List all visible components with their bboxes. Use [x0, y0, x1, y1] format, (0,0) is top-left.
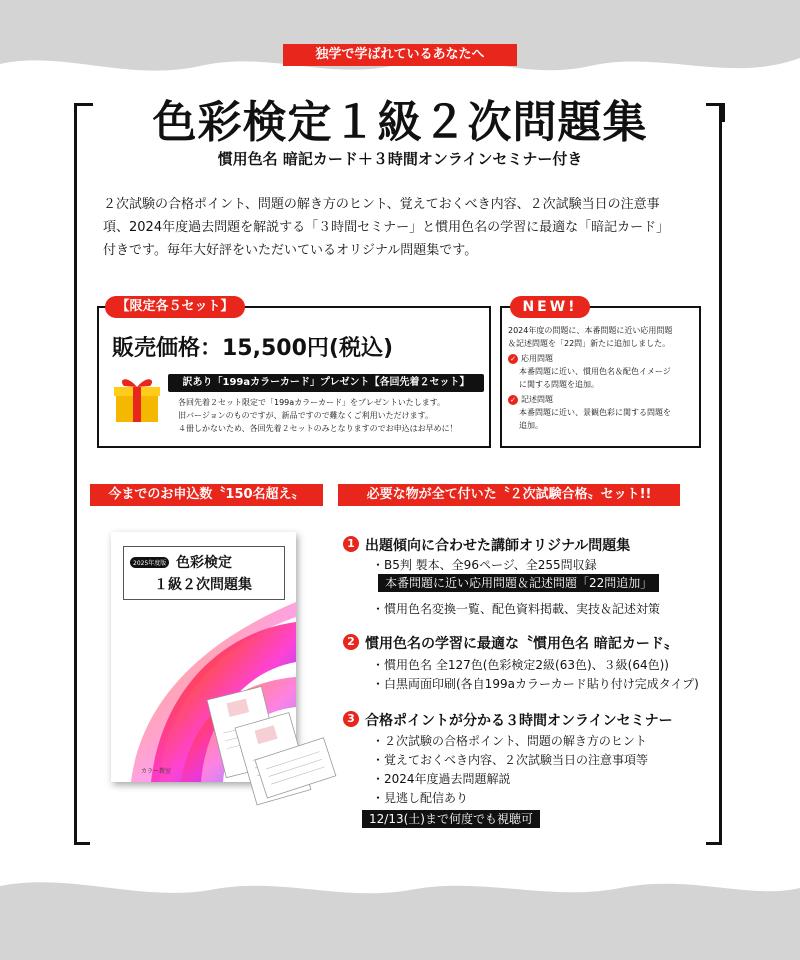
- feature-number-badge: 3: [343, 711, 359, 727]
- new-item-title: [508, 352, 693, 365]
- gift-notes: [178, 396, 458, 435]
- book-cover-image: [111, 532, 296, 782]
- feature-line: ・覚えておくべき内容、２次試験当日の注意事項等: [372, 753, 649, 767]
- book-publisher: カラー教室: [141, 768, 172, 775]
- frame-corner-bottom-left: [74, 842, 90, 845]
- intro-line: 項、2024年度過去問題を解説する「３時間セミナー」と慣用色名の学習に最適な「暗記カード」: [103, 220, 670, 235]
- feature-line: ・慣用色名 全127色(色彩検定2級(63色)、３級(64色)): [372, 658, 669, 672]
- feature-number-badge: 1: [343, 536, 359, 552]
- feature-line: ・２次試験の合格ポイント、問題の解き方のヒント: [372, 734, 647, 748]
- new-item-desc: に関する問題を追加。: [519, 380, 599, 389]
- gift-present-banner: 訳あり「199aカラーカード」プレゼント【各回先着２セット】: [168, 374, 484, 392]
- new-item-desc: 本番問題に近い、景観色彩に関する問題を: [519, 408, 671, 417]
- new-additions-text: [508, 324, 693, 432]
- bottom-wave-decoration: [0, 872, 800, 960]
- feature-number-badge: 2: [343, 634, 359, 650]
- intro-line: 付きです。毎年大好評をいただいているオリジナル問題集です。: [103, 243, 478, 258]
- feature-line: ・2024年度過去問題解説: [372, 772, 511, 786]
- frame-left-edge: [74, 103, 77, 845]
- frame-right-edge: [719, 103, 722, 845]
- sale-price: 販売価格：15,500円(税込): [112, 336, 394, 361]
- new-item-desc: 本番問題に近い、慣用色名＆配色イメージ: [519, 367, 671, 376]
- book-title-line: １級２次問題集: [154, 577, 252, 593]
- check-icon: ✓: [508, 354, 518, 364]
- feature-heading: 慣用色名の学習に最適な〝慣用色名 暗記カード〟: [365, 636, 678, 652]
- gift-box-icon: [112, 372, 162, 424]
- feature-line: ・B5判 製本、全96ページ、全255問収録: [372, 558, 597, 572]
- intro-line: ２次試験の合格ポイント、問題の解き方のヒント、覚えておくべき内容、２次試験当日の注意事: [103, 197, 660, 212]
- new-intro-line: 2024年度の問題に、本番問題に近い応用問題: [508, 326, 673, 335]
- frame-corner-bottom-right: [706, 842, 722, 845]
- feature-heading: 合格ポイントが分かる３時間オンラインセミナー: [365, 713, 673, 729]
- book-edition-badge: 2025年度版: [130, 557, 169, 568]
- gift-note-line: ４冊しかないため、各回先着２セットのみとなりますのでお申込はお早めに！: [178, 424, 458, 433]
- gift-note-line: 旧バージョンのものですが、新品ですので難なくご利用いただけます。: [178, 411, 434, 420]
- new-item-label: 応用問題: [521, 354, 553, 363]
- applications-count-banner: 今までのお申込数〝150名超え〟: [90, 484, 323, 506]
- new-intro-line: ＆記述問題を「22問」新たに追加しました。: [508, 339, 671, 348]
- complete-set-banner: 必要な物が全て付いた〝２次試験合格〟セット!!: [338, 484, 680, 506]
- top-wave-decoration: [0, 0, 800, 80]
- check-icon: ✓: [508, 395, 518, 405]
- page-title: 色彩検定１級２次問題集: [152, 97, 648, 148]
- new-item-title: [508, 393, 693, 406]
- gift-note-line: 各回先着２セット限定で「199aカラーカード」をプレゼントいたします。: [178, 398, 446, 407]
- seminar-viewing-deadline: 12/13(土)まで何度でも視聴可: [362, 810, 540, 828]
- intro-paragraph: [103, 193, 703, 262]
- new-badge: NEW!: [510, 296, 590, 318]
- target-audience-badge: 独学で学ばれているあなたへ: [283, 44, 517, 66]
- new-item-label: 記述問題: [521, 395, 553, 404]
- feature-line: ・白黒両面印刷(各自199aカラーカード貼り付け完成タイプ): [372, 677, 699, 691]
- feature-line: ・慣用色名変換一覧、配色資料掲載、実技＆記述対策: [372, 602, 661, 616]
- book-title-label: [123, 546, 285, 600]
- page-subtitle: 慣用色名 暗記カード＋３時間オンラインセミナー付き: [217, 150, 583, 168]
- new-item-desc: 追加。: [519, 421, 543, 430]
- limited-sets-badge: 【限定各５セット】: [105, 296, 245, 318]
- feature-highlight: 本番問題に近い応用問題＆記述問題「22問追加」: [378, 574, 659, 592]
- book-title-line: 色彩検定: [176, 555, 232, 571]
- feature-line: ・見逃し配信あり: [372, 791, 469, 805]
- feature-heading: 出題傾向に合わせた講師オリジナル問題集: [365, 538, 631, 554]
